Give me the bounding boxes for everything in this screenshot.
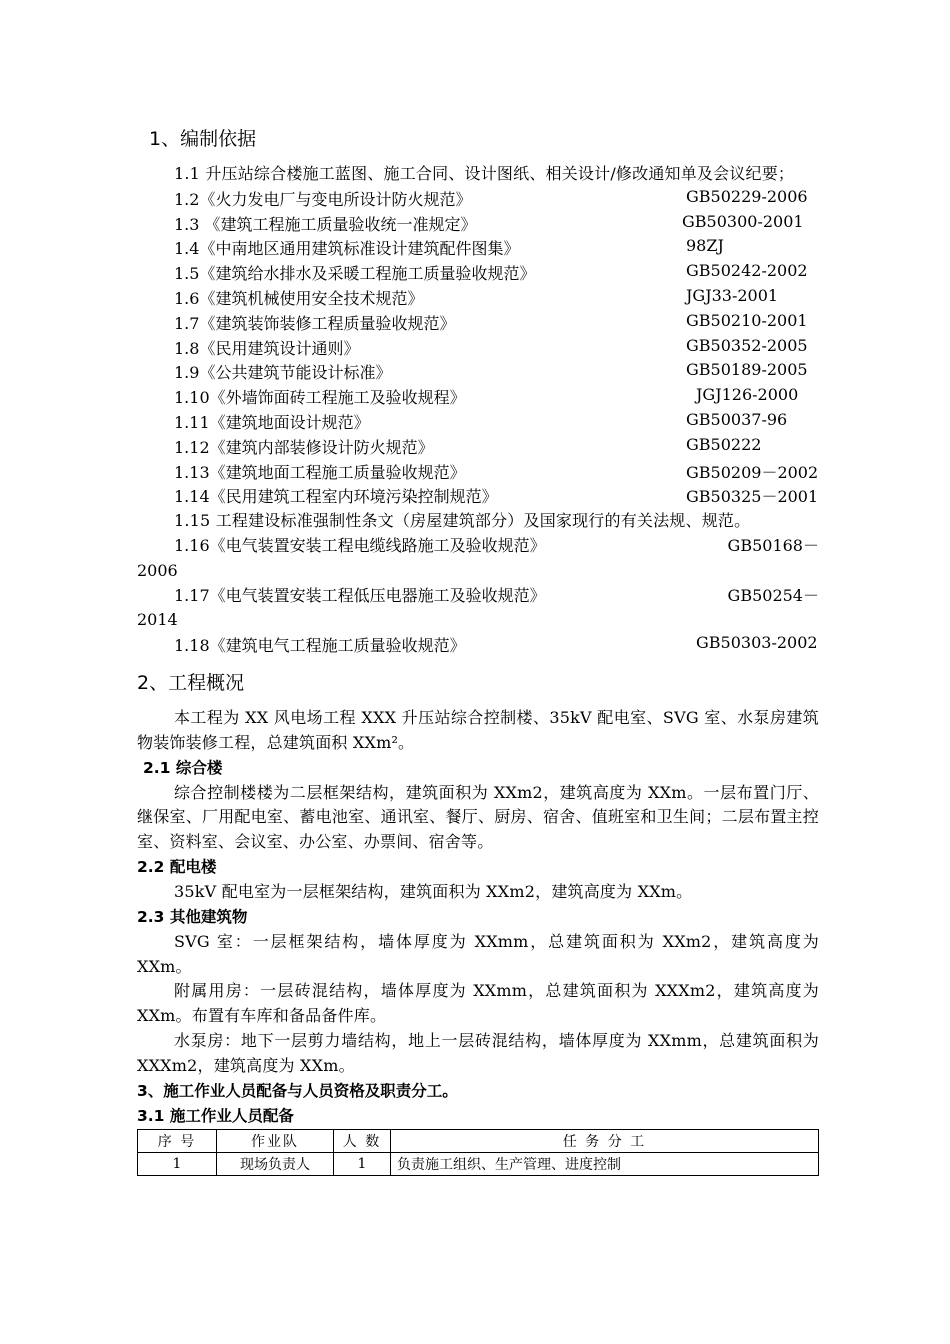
- reference-code: GB50303-2002: [696, 633, 818, 653]
- reference-item: [137, 261, 819, 286]
- reference-item: [137, 212, 819, 237]
- reference-title: 1.8《民用建筑设计通则》: [174, 338, 360, 358]
- reference-item: [137, 484, 819, 509]
- reference-item: [137, 435, 819, 460]
- cell-count: 1: [334, 1152, 391, 1175]
- section-2-1-text: 综合控制楼楼为二层框架结构，建筑面积为 XXm2，建筑高度为 XXm。一层布置门厅、继保室、厂用配电室、蓄电池室、通讯室、餐厅、厨房、宿舍、值班室和卫生间；二层布置主控室、资料室、会议室、办公室、办票间、宿舍等。: [137, 782, 819, 852]
- reference-title: 1.2《火力发电厂与变电所设计防火规范》: [174, 189, 472, 209]
- section-2-3-svg: SVG 室：一层框架结构，墙体厚度为 XXmm，总建筑面积为 XXm2，建筑高度为 XXm。: [137, 931, 819, 976]
- reference-item: [137, 336, 819, 361]
- item-1-15: 1.15 工程建设标准强制性条文（房屋建筑部分）及国家现行的有关法规、规范。: [174, 511, 751, 531]
- reference-code: 98ZJ: [686, 236, 724, 256]
- reference-code: GB50037-96: [686, 409, 788, 429]
- cell-team: 现场负责人: [217, 1152, 334, 1175]
- reference-title: 1.9《公共建筑节能设计标准》: [174, 363, 392, 383]
- reference-1-16: [137, 534, 819, 584]
- reference-item: [137, 360, 819, 385]
- reference-item: [137, 187, 819, 212]
- cell-duty: 负责施工组织、生产管理、进度控制: [391, 1152, 819, 1175]
- section-2-3-title: 2.3 其他建筑物: [137, 907, 248, 926]
- reference-item: [137, 385, 819, 410]
- table-row: [138, 1152, 819, 1175]
- header-team: 作业队: [217, 1129, 334, 1152]
- reference-title: 1.14《民用建筑工程室内环境污染控制规范》: [174, 487, 498, 507]
- section-2-2-title: 2.2 配电楼: [137, 857, 217, 876]
- reference-code: GB50209－2002: [686, 462, 819, 482]
- reference-code-continued: 2014: [137, 610, 178, 630]
- section-2-title: 2、工程概况: [137, 671, 245, 694]
- section-2-2-text: 35kV 配电室为一层框架结构，建筑面积为 XXm2，建筑高度为 XXm。: [174, 881, 693, 901]
- document-content: [137, 126, 819, 1176]
- section-3-1-title: 3.1 施工作业人员配备: [137, 1106, 294, 1125]
- reference-title: 1.11《建筑地面设计规范》: [174, 412, 370, 432]
- reference-item: [137, 286, 819, 311]
- reference-code: GB50325－2001: [686, 487, 819, 507]
- section-3-title: 3、施工作业人员配备与人员资格及职责分工。: [137, 1081, 458, 1100]
- reference-title: 1.17《电气装置安装工程低压电器施工及验收规范》: [174, 585, 546, 605]
- reference-list: [137, 187, 819, 509]
- reference-item: [137, 410, 819, 435]
- reference-title: 1.16《电气装置安装工程电缆线路施工及验收规范》: [174, 535, 546, 555]
- reference-1-18: [137, 633, 819, 658]
- header-duty: 任 务 分 工: [391, 1129, 819, 1152]
- reference-title: 1.7《建筑装饰装修工程质量验收规范》: [174, 313, 456, 333]
- reference-code: GB50210-2001: [686, 310, 808, 330]
- section-2-intro: 本工程为 XX 风电场工程 XXX 升压站综合控制楼、35kV 配电室、SVG 室、水泵房建筑物装饰装修工程，总建筑面积 XXm²。: [137, 707, 819, 752]
- reference-code: GB50229-2006: [686, 186, 808, 206]
- reference-title: 1.18《建筑电气工程施工质量验收规范》: [174, 636, 466, 656]
- reference-code: GB50189-2005: [686, 360, 808, 380]
- reference-code: GB50300-2001: [682, 211, 804, 231]
- section-2-1-title: 2.1 综合楼: [143, 758, 223, 777]
- table-header-row: [138, 1129, 819, 1152]
- section-2-3-pump-house: 水泵房：地下一层剪力墙结构，地上一层砖混结构，墙体厚度为 XXmm，总建筑面积为 XXXm2，建筑高度为 XXm。: [137, 1030, 819, 1075]
- reference-title: 1.10《外墙饰面砖工程施工及验收规程》: [174, 388, 466, 408]
- reference-item: [137, 460, 819, 485]
- reference-code: GB50352-2005: [686, 335, 808, 355]
- reference-title: 1.4《中南地区通用建筑标准设计建筑配件图集》: [174, 239, 520, 259]
- item-1-1: 1.1 升压站综合楼施工蓝图、施工合同、设计图纸、相关设计/修改通知单及会议纪要；: [174, 164, 795, 183]
- header-index: 序 号: [138, 1129, 217, 1152]
- reference-item: [137, 311, 819, 336]
- cell-index: 1: [138, 1152, 217, 1175]
- reference-code: JGJ126-2000: [696, 385, 799, 405]
- reference-1-17: [137, 584, 819, 634]
- reference-title: 1.13《建筑地面工程施工质量验收规范》: [174, 462, 466, 482]
- reference-code: JGJ33-2001: [686, 285, 779, 305]
- reference-item: [137, 236, 819, 261]
- header-count: 人 数: [334, 1129, 391, 1152]
- reference-code: GB50242-2002: [686, 261, 808, 281]
- section-1-title: 1、编制依据: [149, 128, 257, 150]
- section-2-3-auxiliary: 附属用房：一层砖混结构，墙体厚度为 XXmm，总建筑面积为 XXXm2，建筑高度为 XXm。布置有车库和备品备件库。: [137, 981, 819, 1026]
- reference-code: GB50222: [686, 434, 762, 454]
- reference-code-continued: 2006: [137, 560, 178, 580]
- reference-title: 1.12《建筑内部装修设计防火规范》: [174, 437, 434, 457]
- reference-title: 1.3 《建筑工程施工质量验收统一准规定》: [174, 214, 477, 234]
- reference-title: 1.5《建筑给水排水及采暖工程施工质量验收规范》: [174, 264, 536, 284]
- staffing-table: [137, 1129, 819, 1176]
- reference-title: 1.6《建筑机械使用安全技术规范》: [174, 288, 424, 308]
- reference-code: GB50254－: [727, 585, 819, 605]
- reference-code: GB50168－: [727, 535, 819, 555]
